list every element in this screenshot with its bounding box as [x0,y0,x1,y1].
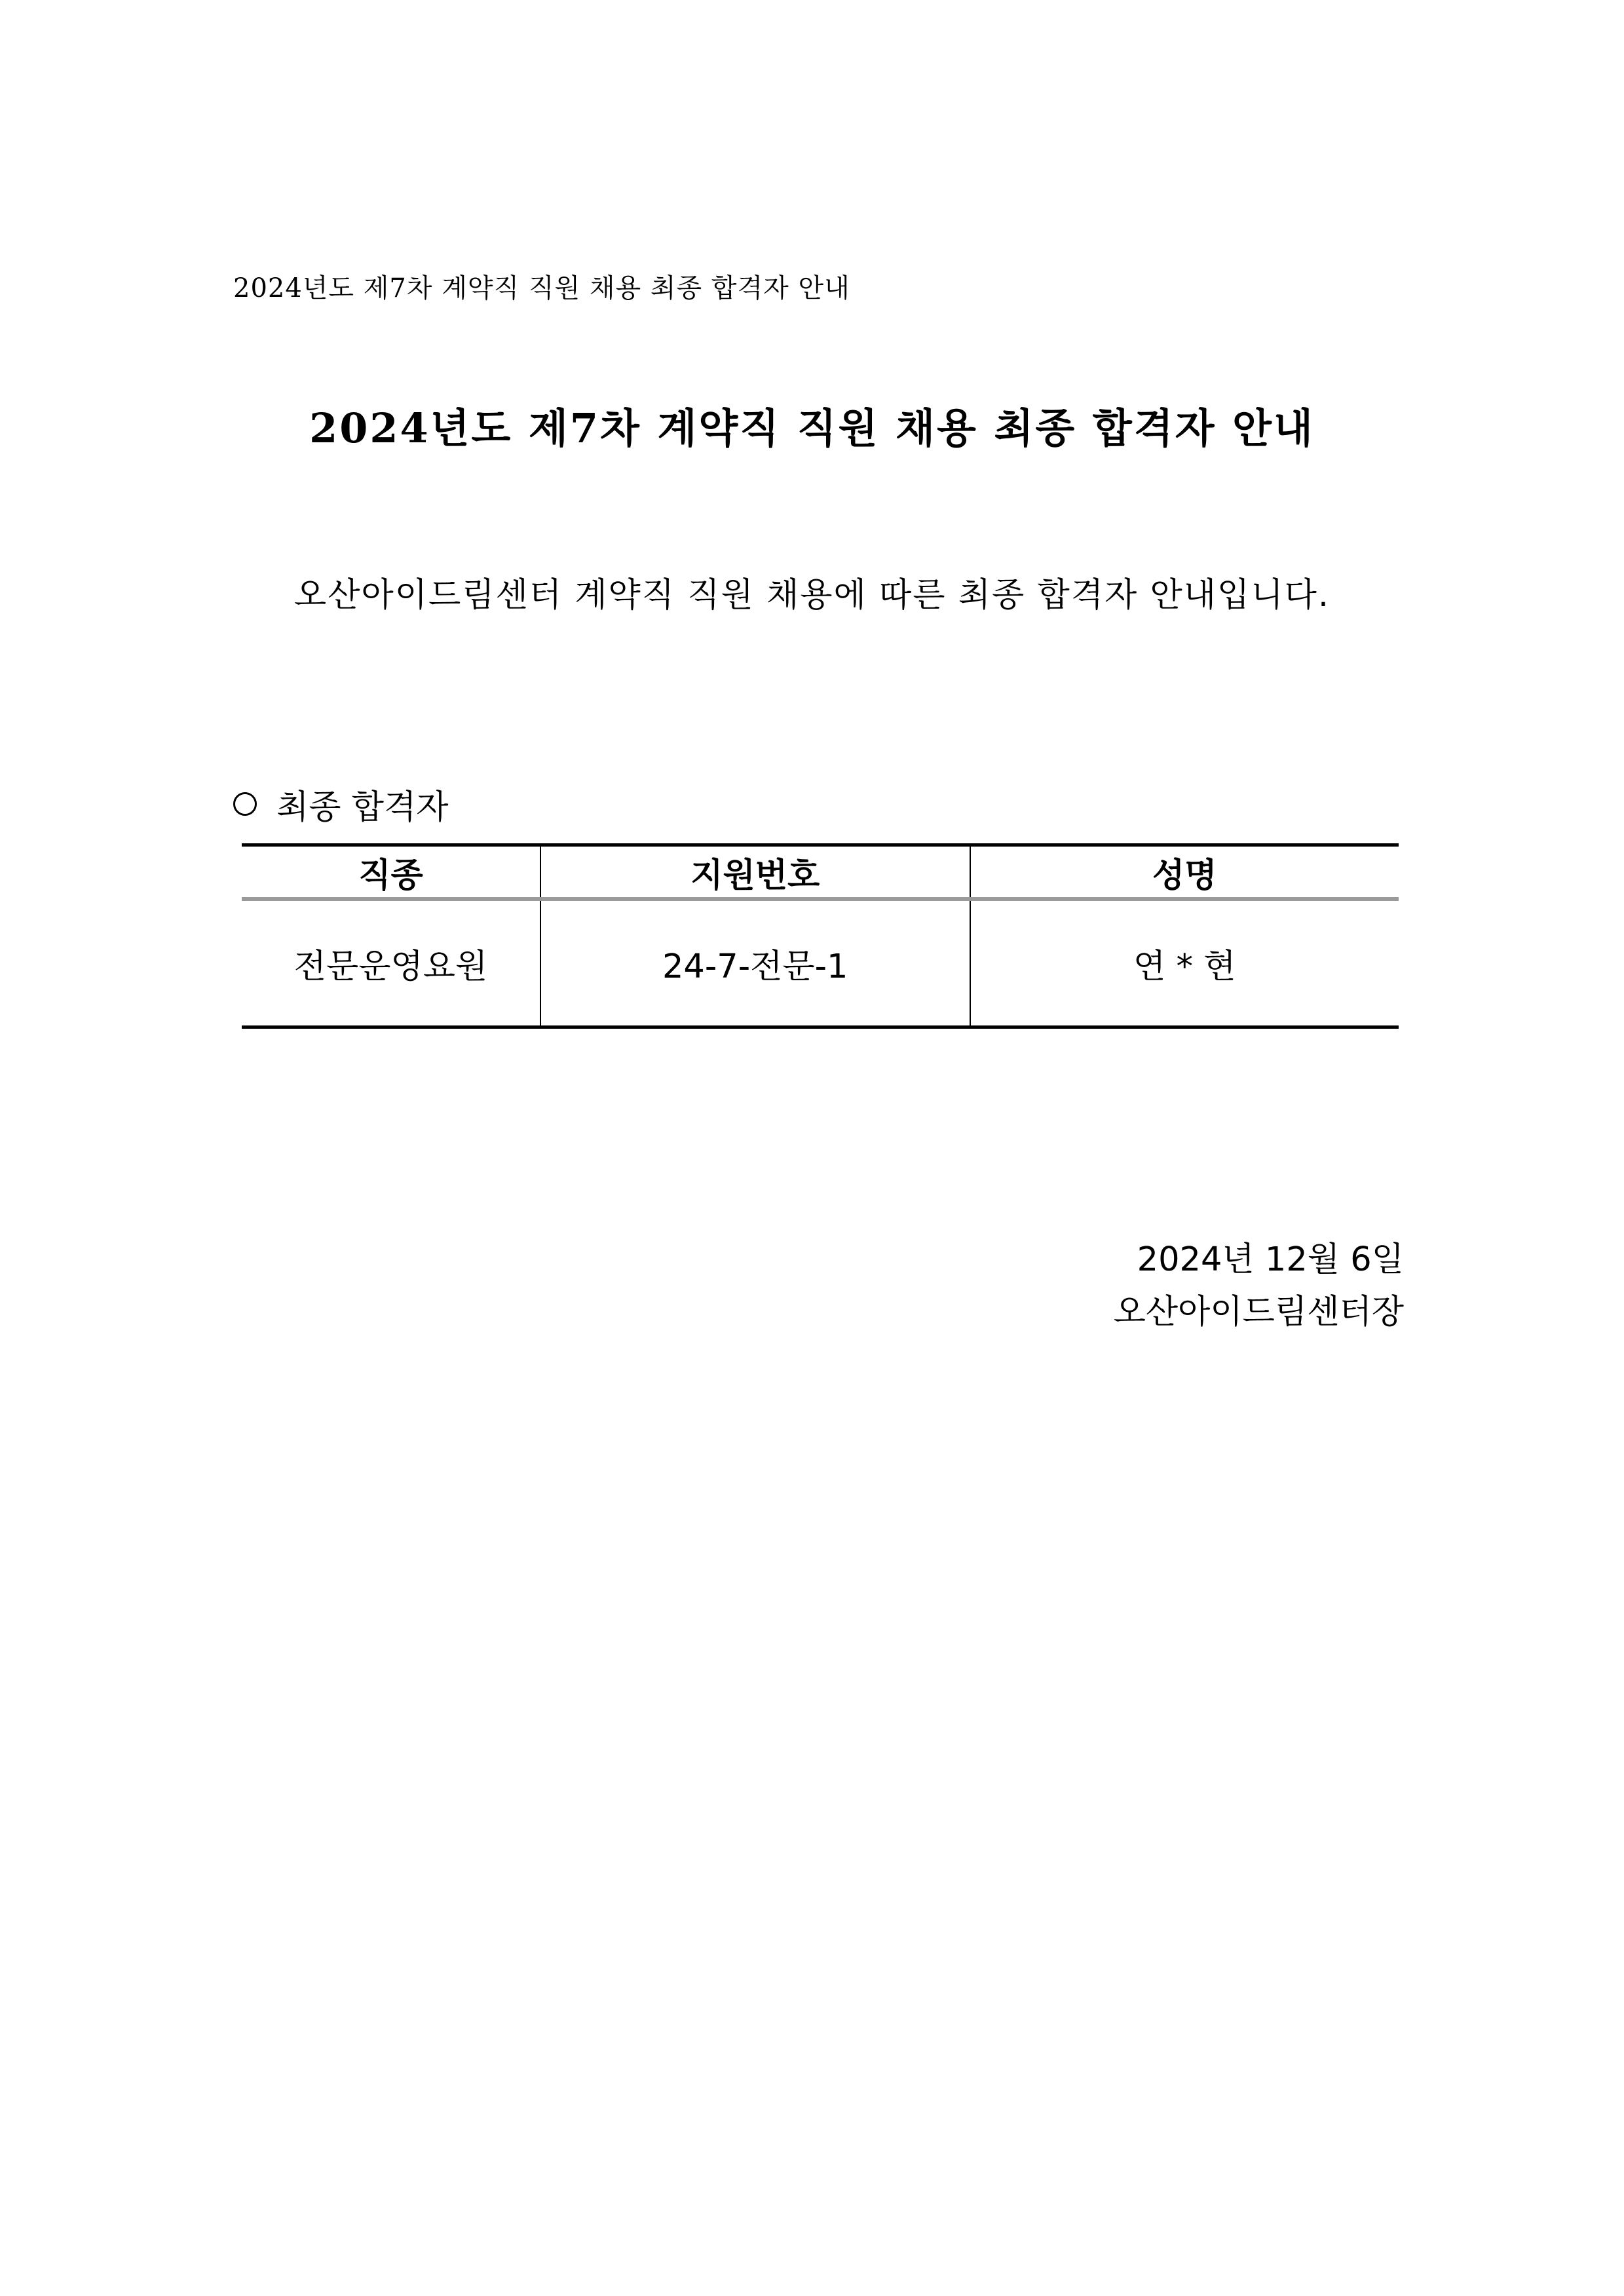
table-header-row [242,845,1399,900]
table-row [242,899,1399,1027]
header-application-number: 지원번호 [540,845,970,900]
running-header: 2024년도 제7차 계약직 직원 채용 최종 합격자 안내 [233,273,850,303]
header-job-type: 직종 [242,845,540,900]
section-heading [233,780,449,828]
cell-job-type: 전문운영요원 [242,899,540,1027]
circle-bullet-icon [233,792,257,816]
header-name: 성명 [970,845,1399,900]
document-title: 2024년도 제7차 계약직 직원 채용 최종 합격자 안내 [309,404,1315,452]
cell-name: 연 * 현 [970,899,1399,1027]
cell-application-number: 24-7-전문-1 [540,899,970,1027]
section-heading-label: 최종 합격자 [276,788,449,827]
results-table [242,843,1399,1029]
issue-date: 2024년 12월 6일 [1137,1240,1404,1279]
intro-text: 오산아이드림센터 계약직 직원 채용에 따른 최종 합격자 안내입니다. [293,576,1331,615]
signer: 오산아이드림센터장 [1113,1293,1404,1331]
